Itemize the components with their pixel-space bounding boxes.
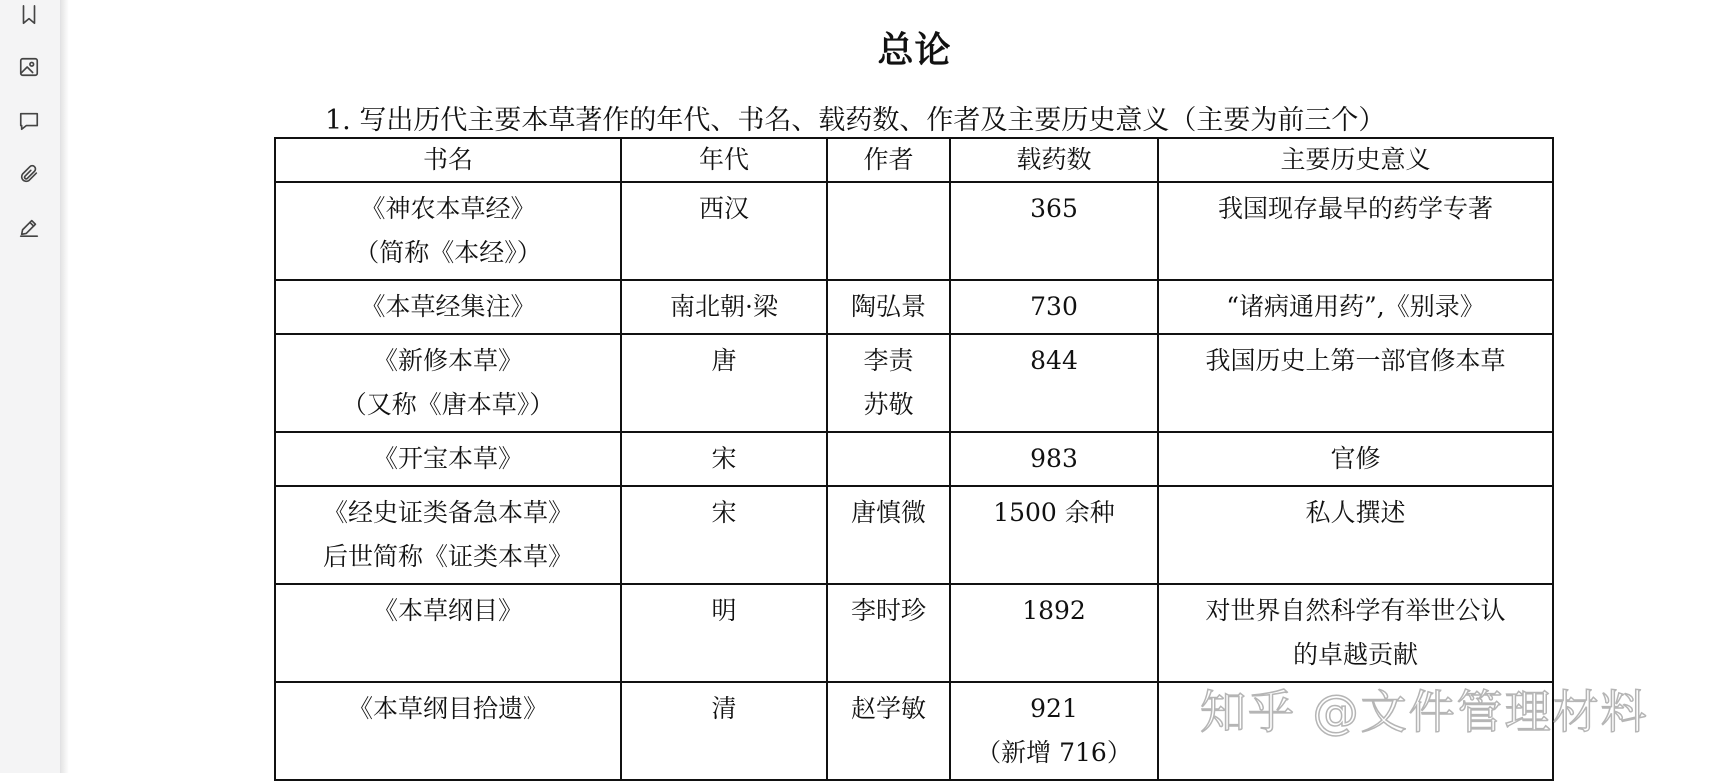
table-row: [275, 432, 1553, 486]
significance-line: 我国历史上第一部官修本草: [1205, 346, 1506, 375]
book-name-cell: [275, 584, 621, 682]
book-name-cell: [275, 334, 621, 432]
sidebar: [0, 0, 61, 773]
herb-count-line: 365: [1030, 194, 1078, 223]
header-cell: 作者: [827, 138, 950, 182]
table-row: [275, 182, 1553, 280]
significance-line: 对世界自然科学有举世公认: [1205, 596, 1506, 625]
book-name-line: 后世简称《证类本草》: [322, 542, 573, 571]
book-name-line: 《新修本草》: [372, 346, 523, 375]
author-cell: [827, 432, 950, 486]
book-name-line: 《本草纲目拾遗》: [347, 694, 548, 723]
era-cell: 宋: [621, 486, 827, 584]
author-line: [834, 187, 943, 231]
era-cell: 宋: [621, 432, 827, 486]
herb-count-cell: [950, 682, 1158, 780]
author-line: [834, 437, 943, 481]
significance-line: 的卓越贡献: [1292, 640, 1418, 669]
herb-count-line: 730: [1030, 292, 1078, 321]
book-name-line: 《本草纲目》: [372, 596, 523, 625]
header-cell: 载药数: [950, 138, 1158, 182]
author-line: 苏敬: [863, 390, 914, 419]
comment-icon[interactable]: [14, 106, 44, 136]
significance-cell: [1158, 280, 1553, 334]
table-header-row: [275, 138, 1553, 182]
herb-count-line: 1500 余种: [993, 498, 1115, 527]
book-name-cell: [275, 280, 621, 334]
header-cell: 书名: [275, 138, 621, 182]
book-name-line: 《经史证类备急本草》: [322, 498, 573, 527]
author-cell: [827, 280, 950, 334]
era-cell: 清: [621, 682, 827, 780]
herb-count-cell: [950, 280, 1158, 334]
significance-cell: [1158, 486, 1553, 584]
book-name-line: 《神农本草经》: [360, 194, 536, 223]
author-line: 李责: [863, 346, 914, 375]
era-cell: 明: [621, 584, 827, 682]
book-name-cell: [275, 486, 621, 584]
herb-count-line: 1892: [1022, 596, 1086, 625]
herb-count-line: 983: [1030, 444, 1078, 473]
significance-cell: [1158, 334, 1553, 432]
herb-count-cell: [950, 182, 1158, 280]
author-line: 李时珍: [850, 596, 926, 625]
herb-count-line: 921: [1030, 694, 1078, 723]
significance-cell: [1158, 182, 1553, 280]
author-cell: [827, 486, 950, 584]
author-line: 陶弘景: [850, 292, 926, 321]
author-cell: [827, 334, 950, 432]
book-name-line: 《本草经集注》: [360, 292, 536, 321]
author-line: 赵学敏: [850, 694, 926, 723]
book-name-line: （简称《本经》）: [354, 238, 542, 267]
era-cell: 唐: [621, 334, 827, 432]
book-name-line: （又称《唐本草》）: [341, 390, 555, 419]
author-cell: [827, 584, 950, 682]
herb-count-cell: [950, 486, 1158, 584]
herb-count-line: 844: [1030, 346, 1078, 375]
table-row: [275, 584, 1553, 682]
book-name-cell: [275, 432, 621, 486]
sign-icon[interactable]: [14, 212, 44, 242]
significance-line: 我国现存最早的药学专著: [1217, 194, 1493, 223]
page-shadow: [61, 0, 69, 773]
table-row: [275, 280, 1553, 334]
book-name-cell: [275, 182, 621, 280]
author-cell: [827, 682, 950, 780]
table-row: [275, 334, 1553, 432]
herb-count-cell: [950, 584, 1158, 682]
herb-count-cell: [950, 334, 1158, 432]
era-cell: 西汉: [621, 182, 827, 280]
watermark: 知乎 @文件管理材料: [1200, 685, 1649, 739]
book-name-cell: [275, 682, 621, 780]
significance-line: “诸病通用药”,《别录》: [1226, 292, 1485, 321]
table-row: [275, 486, 1553, 584]
attachment-icon[interactable]: [14, 159, 44, 189]
era-cell: 南北朝·梁: [621, 280, 827, 334]
herb-count-line: （新增 716）: [976, 738, 1132, 767]
significance-line: 官修: [1330, 444, 1381, 473]
significance-cell: [1158, 432, 1553, 486]
header-cell: 年代: [621, 138, 827, 182]
herb-count-cell: [950, 432, 1158, 486]
question-text: 1. 写出历代主要本草著作的年代、书名、载药数、作者及主要历史意义（主要为前三个）: [325, 105, 1386, 136]
author-line: 唐慎微: [850, 498, 926, 527]
header-cell: 主要历史意义: [1158, 138, 1553, 182]
significance-line: 私人撰述: [1305, 498, 1406, 527]
book-name-line: 《开宝本草》: [372, 444, 523, 473]
page-title: 总论: [877, 30, 952, 71]
significance-cell: [1158, 584, 1553, 682]
author-cell: [827, 182, 950, 280]
